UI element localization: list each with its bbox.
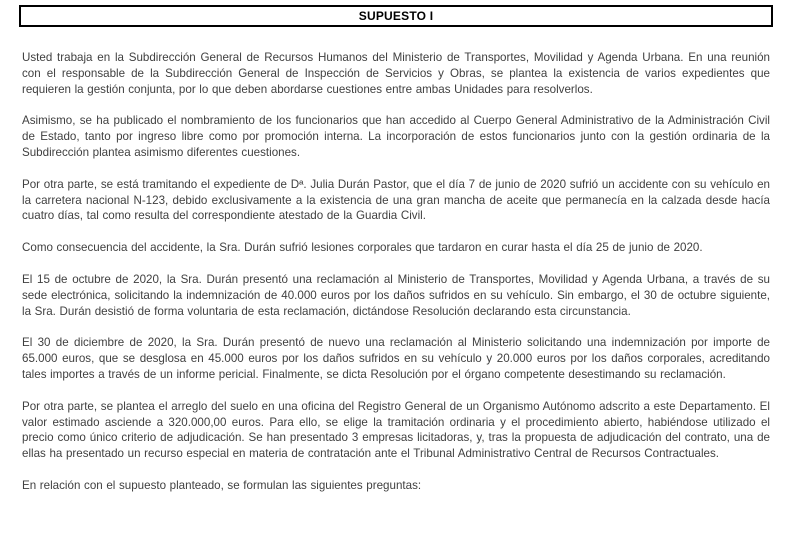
paragraph-expediente-accidente: Por otra parte, se está tramitando el expediente de Dª. Julia Durán Pastor, que el día 7 de junio de 2020 sufrió un accidente con su vehículo en la carretera nacional N-123, debido exclusivamente a la existencia de una gran mancha de aceite que permanecía en la calzada desde hacía cuatro días, tal como resulta del correspondiente atestado de la Guardia Civil. [22,177,770,223]
paragraph-contrato-obras: Por otra parte, se plantea el arreglo del suelo en una oficina del Registro General de un Organismo Autónomo adscrito a este Departamento. El valor estimado asciende a 320.000,00 euros. Para ello, se elige la tramitación ordinaria y el procedimiento abierto, habiéndose utilizado el precio como único criterio de adjudicación. Se han presentado 3 empresas licitadoras, y, tras la propuesta de adjudicación del contrato, una de ellas ha presentado un recurso especial en materia de contratación ante el Tribunal Administrativo Central de Recursos Contractuales. [22,399,770,461]
paragraph-intro-units: Usted trabaja en la Subdirección General de Recursos Humanos del Ministerio de Transportes, Movilidad y Agenda Urbana. En una reunión con el responsable de la Subdirección General de Inspección de Servicios y Obras, se plantea la existencia de varios expedientes que requieren la gestión conjunta, por lo que deben abordarse cuestiones entre ambas Unidades para resolverlos. [22,51,770,96]
page-title: SUPUESTO I [358,9,434,23]
paragraph-reclamacion-diciembre: El 30 de diciembre de 2020, la Sra. Durán presentó de nuevo una reclamación al Ministerio solicitando una indemnización por importe de 65.000 euros, que se desglosa en 45.000 euros por los daños sufridos en su vehículo y 20.000 euros por los daños corporales, acreditando tales importes a través de un informe pericial. Finalmente, se dicta Resolución por el órgano competente desestimando su reclamación. [22,336,770,381]
header-box [19,5,773,27]
paragraph-nombramiento: Asimismo, se ha publicado el nombramiento de los funcionarios que han accedido al Cuerpo General Administrativo de la Administración Civil de Estado, tanto por ingreso libre como por promoción interna. La incorporación de estos funcionarios junto con la gestión ordinaria de la Subdirección plantea asimismo diferentes cuestiones. [22,114,770,159]
paragraph-reclamacion-octubre: El 15 de octubre de 2020, la Sra. Durán presentó una reclamación al Ministerio de Transportes, Movilidad y Agenda Urbana, a través de su sede electrónica, solicitando la indemnización de 40.000 euros por los daños sufridos en su vehículo. Sin embargo, el 30 de octubre siguiente, la Sra. Durán desistió de forma voluntaria de esta reclamación, dictándose Resolución declarando esta circunstancia. [22,272,770,318]
paragraph-preguntas-intro: En relación con el supuesto planteado, se formulan las siguientes preguntas: [22,478,422,492]
document-body [22,50,770,494]
paragraph-lesiones: Como consecuencia del accidente, la Sra. Durán sufrió lesiones corporales que tardaron en curar hasta el día 25 de junio de 2020. [22,241,703,255]
